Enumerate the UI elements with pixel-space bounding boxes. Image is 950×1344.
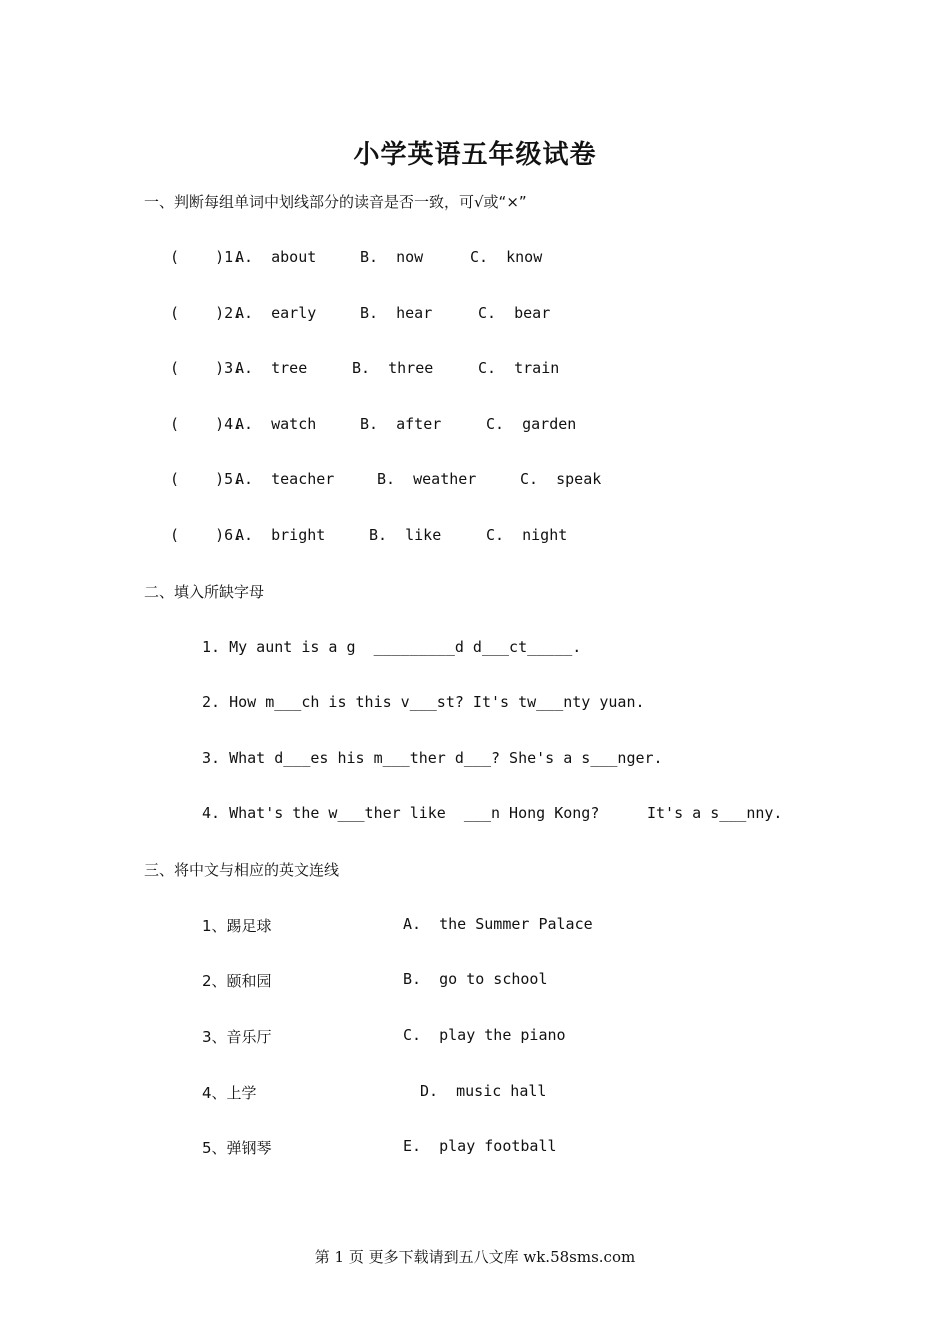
fill-blank-item[interactable]: 3. What d___es his m___ther d___? She's a s___nger. [202, 749, 663, 767]
option-a: A. tree [235, 359, 308, 377]
section1-heading: 一、判断每组单词中划线部分的读音是否一致，可√或“×” [144, 193, 527, 211]
question-row [170, 248, 543, 272]
match-right-item: E. play football [403, 1137, 557, 1155]
option-c: C. know [470, 248, 543, 266]
answer-bracket[interactable]: ( )2. [170, 304, 243, 322]
match-right-item: B. go to school [403, 970, 548, 988]
fill-blank-item[interactable]: 4. What's the w___ther like ___n Hong Kong? [202, 804, 600, 822]
option-b: B. after [360, 415, 442, 433]
match-left-item: 1、踢足球 [202, 917, 272, 935]
option-c: C. speak [520, 470, 602, 488]
answer-bracket[interactable]: ( )6. [170, 526, 243, 544]
answer-bracket[interactable]: ( )3. [170, 359, 243, 377]
answer-bracket[interactable]: ( )4. [170, 415, 243, 433]
answer-bracket[interactable]: ( )5. [170, 470, 243, 488]
answer-bracket[interactable]: ( )1. [170, 248, 243, 266]
question-row [170, 526, 568, 550]
option-a: A. early [235, 304, 317, 322]
question-row [170, 415, 577, 439]
match-left-item: 4、上学 [202, 1084, 257, 1102]
fill-blank-item[interactable]: 1. My aunt is a g _________d d___ct_____. [202, 638, 582, 656]
section3-heading: 三、将中文与相应的英文连线 [144, 861, 340, 879]
option-b: B. weather [377, 470, 477, 488]
match-left-item: 2、颐和园 [202, 972, 272, 990]
question-row [170, 359, 560, 383]
match-left-item: 5、弹钢琴 [202, 1139, 272, 1157]
option-c: C. night [486, 526, 568, 544]
page-title: 小学英语五年级试卷 [353, 140, 597, 170]
match-right-item: D. music hall [420, 1082, 547, 1100]
option-a: A. bright [235, 526, 326, 544]
option-c: C. garden [486, 415, 577, 433]
option-b: B. like [369, 526, 442, 544]
question-row [170, 470, 602, 494]
option-b: B. three [352, 359, 434, 377]
fill-blank-item[interactable]: 2. How m___ch is this v___st? It's tw___nty yuan. [202, 693, 645, 711]
match-right-item: A. the Summer Palace [403, 915, 593, 933]
option-a: A. teacher [235, 470, 335, 488]
option-c: C. train [478, 359, 560, 377]
section2-heading: 二、填入所缺字母 [144, 583, 265, 601]
option-a: A. watch [235, 415, 317, 433]
page-footer: 第 1 页 更多下载请到五八文库 wk.58sms.com [314, 1248, 636, 1266]
option-c: C. bear [478, 304, 551, 322]
match-right-item: C. play the piano [403, 1026, 566, 1044]
question-row [170, 304, 551, 328]
option-b: B. now [360, 248, 424, 266]
fill-blank-answer[interactable]: It's a s___nny. [647, 804, 783, 822]
match-left-item: 3、音乐厅 [202, 1028, 272, 1046]
option-b: B. hear [360, 304, 433, 322]
option-a: A. about [235, 248, 317, 266]
